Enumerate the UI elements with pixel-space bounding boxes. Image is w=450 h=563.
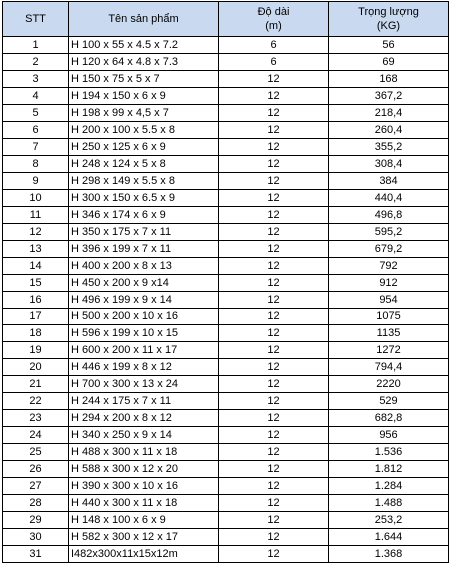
length-cell: 12 — [219, 240, 329, 257]
product-name-cell: H 150 x 75 x 5 x 7 — [69, 70, 219, 87]
weight-cell: 595,2 — [329, 223, 449, 240]
weight-cell: 440,4 — [329, 189, 449, 206]
length-cell: 12 — [219, 308, 329, 325]
length-cell: 6 — [219, 53, 329, 70]
table-row — [3, 53, 449, 70]
weight-cell: 1.284 — [329, 478, 449, 495]
table-row — [3, 444, 449, 461]
weight-cell: 682,8 — [329, 410, 449, 427]
table-row — [3, 87, 449, 104]
product-name-cell: H 250 x 125 x 6 x 9 — [69, 138, 219, 155]
table-row — [3, 393, 449, 410]
length-cell: 12 — [219, 444, 329, 461]
header-weight — [329, 2, 449, 37]
product-name-cell: H 198 x 99 x 4,5 x 7 — [69, 104, 219, 121]
product-name-cell: H 440 x 300 x 11 x 18 — [69, 495, 219, 512]
weight-cell: 384 — [329, 172, 449, 189]
table-row — [3, 138, 449, 155]
header-row — [3, 2, 449, 37]
table-row — [3, 512, 449, 529]
weight-cell: 1.368 — [329, 546, 449, 563]
table-row — [3, 257, 449, 274]
weight-cell: 1135 — [329, 325, 449, 342]
stt-cell: 12 — [3, 223, 69, 240]
product-name-cell: H 400 x 200 x 8 x 13 — [69, 257, 219, 274]
weight-cell: 69 — [329, 53, 449, 70]
stt-cell: 17 — [3, 308, 69, 325]
length-cell: 12 — [219, 87, 329, 104]
product-name-cell: H 300 x 150 x 6.5 x 9 — [69, 189, 219, 206]
product-name-cell: H 346 x 174 x 6 x 9 — [69, 206, 219, 223]
stt-cell: 26 — [3, 461, 69, 478]
stt-cell: 16 — [3, 291, 69, 308]
weight-cell: 2220 — [329, 376, 449, 393]
table-header — [3, 2, 449, 37]
table-row — [3, 529, 449, 546]
product-name-cell: H 294 x 200 x 8 x 12 — [69, 410, 219, 427]
stt-cell: 28 — [3, 495, 69, 512]
table-row — [3, 274, 449, 291]
product-name-cell: H 120 x 64 x 4.8 x 7.3 — [69, 53, 219, 70]
stt-cell: 5 — [3, 104, 69, 121]
weight-cell: 1.812 — [329, 461, 449, 478]
table-row — [3, 291, 449, 308]
table-row — [3, 478, 449, 495]
product-name-cell: H 596 x 199 x 10 x 15 — [69, 325, 219, 342]
length-cell: 12 — [219, 70, 329, 87]
length-cell: 12 — [219, 410, 329, 427]
length-cell: 12 — [219, 172, 329, 189]
table-row — [3, 495, 449, 512]
weight-cell: 168 — [329, 70, 449, 87]
product-name-cell: H 396 x 199 x 7 x 11 — [69, 240, 219, 257]
table-row — [3, 223, 449, 240]
weight-cell: 218,4 — [329, 104, 449, 121]
stt-cell: 22 — [3, 393, 69, 410]
product-name-cell: H 298 x 149 x 5.5 x 8 — [69, 172, 219, 189]
weight-cell: 308,4 — [329, 155, 449, 172]
product-name-cell: H 700 x 300 x 13 x 24 — [69, 376, 219, 393]
length-cell: 12 — [219, 189, 329, 206]
stt-cell: 6 — [3, 121, 69, 138]
stt-cell: 31 — [3, 546, 69, 563]
length-cell: 12 — [219, 461, 329, 478]
header-length-title: Độ dài — [257, 6, 290, 18]
stt-cell: 13 — [3, 240, 69, 257]
weight-cell: 355,2 — [329, 138, 449, 155]
header-weight-title: Trọng lượng — [358, 6, 419, 18]
weight-cell: 679,2 — [329, 240, 449, 257]
stt-cell: 24 — [3, 427, 69, 444]
product-name-cell: I482x300x11x15x12m — [69, 546, 219, 563]
table-row — [3, 37, 449, 54]
length-cell: 12 — [219, 359, 329, 376]
weight-cell: 954 — [329, 291, 449, 308]
header-stt: STT — [3, 2, 69, 37]
table-row — [3, 121, 449, 138]
stt-cell: 2 — [3, 53, 69, 70]
product-name-cell: H 446 x 199 x 8 x 12 — [69, 359, 219, 376]
weight-cell: 912 — [329, 274, 449, 291]
table-row — [3, 308, 449, 325]
stt-cell: 18 — [3, 325, 69, 342]
length-cell: 12 — [219, 121, 329, 138]
product-name-cell: H 248 x 124 x 5 x 8 — [69, 155, 219, 172]
stt-cell: 10 — [3, 189, 69, 206]
stt-cell: 9 — [3, 172, 69, 189]
table-row — [3, 240, 449, 257]
stt-cell: 20 — [3, 359, 69, 376]
stt-cell: 3 — [3, 70, 69, 87]
table-row — [3, 325, 449, 342]
table-row — [3, 206, 449, 223]
table-row — [3, 461, 449, 478]
weight-cell: 367,2 — [329, 87, 449, 104]
stt-cell: 27 — [3, 478, 69, 495]
weight-cell: 496,8 — [329, 206, 449, 223]
stt-cell: 29 — [3, 512, 69, 529]
table-row — [3, 70, 449, 87]
length-cell: 12 — [219, 274, 329, 291]
stt-cell: 11 — [3, 206, 69, 223]
product-table-container — [2, 1, 448, 561]
stt-cell: 7 — [3, 138, 69, 155]
table-row — [3, 342, 449, 359]
table-row — [3, 155, 449, 172]
length-cell: 12 — [219, 478, 329, 495]
header-weight-unit: (KG) — [376, 20, 401, 32]
table-row — [3, 189, 449, 206]
stt-cell: 23 — [3, 410, 69, 427]
length-cell: 12 — [219, 155, 329, 172]
stt-cell: 1 — [3, 37, 69, 54]
weight-cell: 260,4 — [329, 121, 449, 138]
product-name-cell: H 588 x 300 x 12 x 20 — [69, 461, 219, 478]
weight-cell: 1272 — [329, 342, 449, 359]
weight-cell: 56 — [329, 37, 449, 54]
stt-cell: 25 — [3, 444, 69, 461]
weight-cell: 792 — [329, 257, 449, 274]
weight-cell: 1075 — [329, 308, 449, 325]
length-cell: 12 — [219, 393, 329, 410]
product-name-cell: H 100 x 55 x 4.5 x 7.2 — [69, 37, 219, 54]
product-name-cell: H 450 x 200 x 9 x14 — [69, 274, 219, 291]
length-cell: 12 — [219, 257, 329, 274]
product-name-cell: H 200 x 100 x 5.5 x 8 — [69, 121, 219, 138]
stt-cell: 30 — [3, 529, 69, 546]
table-row — [3, 546, 449, 563]
product-name-cell: H 340 x 250 x 9 x 14 — [69, 427, 219, 444]
weight-cell: 1.644 — [329, 529, 449, 546]
product-name-cell: H 194 x 150 x 6 x 9 — [69, 87, 219, 104]
length-cell: 12 — [219, 529, 329, 546]
length-cell: 12 — [219, 342, 329, 359]
length-cell: 12 — [219, 138, 329, 155]
length-cell: 12 — [219, 104, 329, 121]
steel-beam-table — [2, 1, 449, 563]
product-name-cell: H 500 x 200 x 10 x 16 — [69, 308, 219, 325]
stt-cell: 21 — [3, 376, 69, 393]
length-cell: 12 — [219, 495, 329, 512]
length-cell: 12 — [219, 223, 329, 240]
product-name-cell: H 148 x 100 x 6 x 9 — [69, 512, 219, 529]
length-cell: 12 — [219, 325, 329, 342]
length-cell: 12 — [219, 427, 329, 444]
stt-cell: 8 — [3, 155, 69, 172]
weight-cell: 956 — [329, 427, 449, 444]
product-name-cell: H 390 x 300 x 10 x 16 — [69, 478, 219, 495]
weight-cell: 1.488 — [329, 495, 449, 512]
weight-cell: 253,2 — [329, 512, 449, 529]
header-length-unit: (m) — [265, 20, 282, 32]
product-name-cell: H 488 x 300 x 11 x 18 — [69, 444, 219, 461]
product-name-cell: H 244 x 175 x 7 x 11 — [69, 393, 219, 410]
table-body — [3, 37, 449, 563]
length-cell: 12 — [219, 512, 329, 529]
header-length — [219, 2, 329, 37]
table-row — [3, 376, 449, 393]
table-row — [3, 410, 449, 427]
table-row — [3, 359, 449, 376]
weight-cell: 1.536 — [329, 444, 449, 461]
length-cell: 12 — [219, 291, 329, 308]
weight-cell: 529 — [329, 393, 449, 410]
weight-cell: 794,4 — [329, 359, 449, 376]
stt-cell: 14 — [3, 257, 69, 274]
length-cell: 12 — [219, 376, 329, 393]
product-name-cell: H 496 x 199 x 9 x 14 — [69, 291, 219, 308]
length-cell: 12 — [219, 546, 329, 563]
product-name-cell: H 582 x 300 x 12 x 17 — [69, 529, 219, 546]
product-name-cell: H 600 x 200 x 11 x 17 — [69, 342, 219, 359]
length-cell: 6 — [219, 37, 329, 54]
table-row — [3, 104, 449, 121]
product-name-cell: H 350 x 175 x 7 x 11 — [69, 223, 219, 240]
header-product-name: Tên sản phẩm — [69, 2, 219, 37]
stt-cell: 19 — [3, 342, 69, 359]
stt-cell: 15 — [3, 274, 69, 291]
stt-cell: 4 — [3, 87, 69, 104]
table-row — [3, 427, 449, 444]
table-row — [3, 172, 449, 189]
length-cell: 12 — [219, 206, 329, 223]
